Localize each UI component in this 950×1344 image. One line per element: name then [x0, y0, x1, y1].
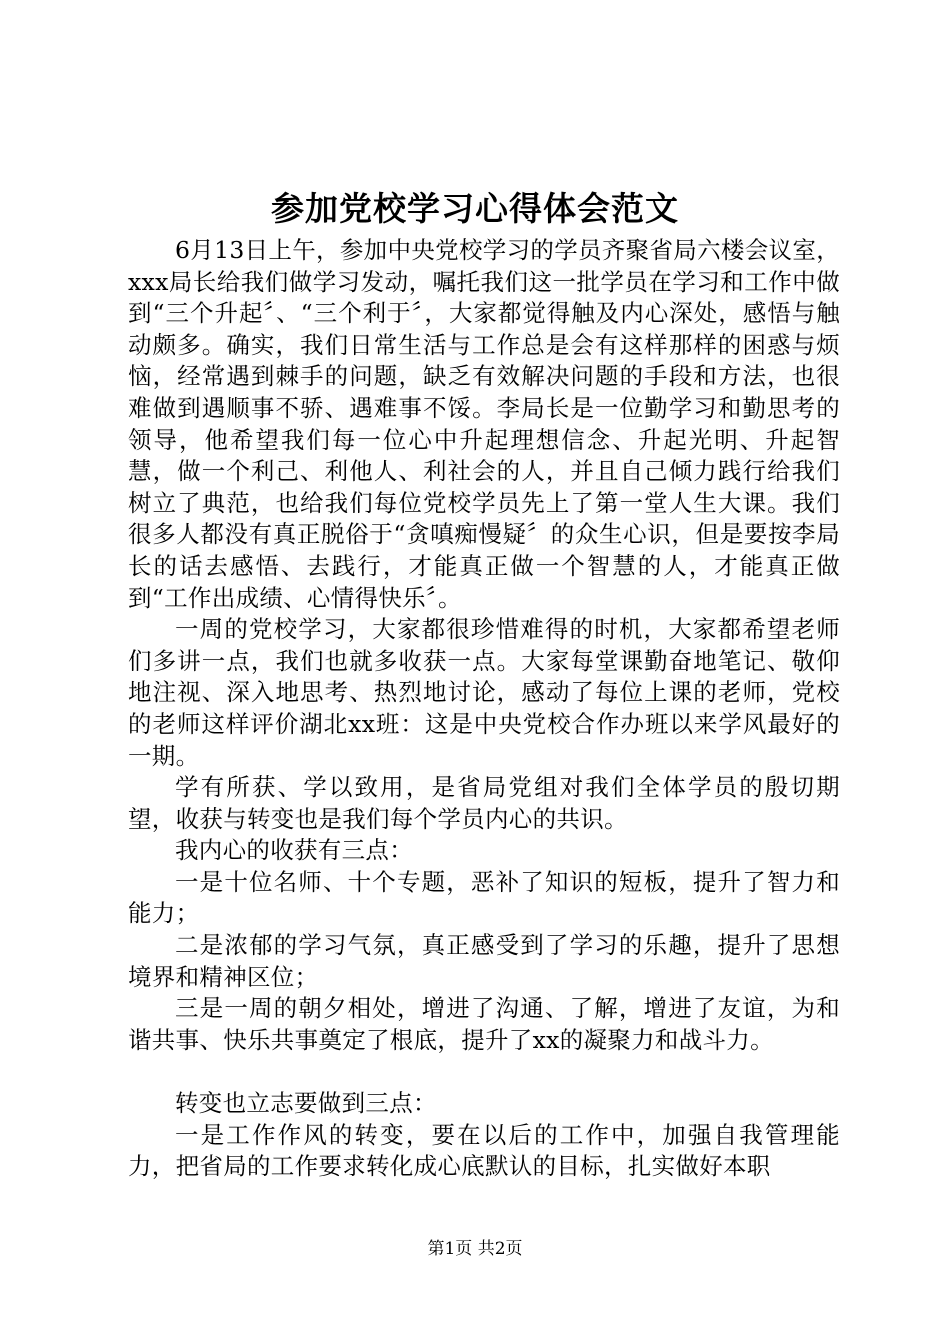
blank-line — [128, 1056, 840, 1088]
paragraph-1: 6月13日上午，参加中央党校学习的学员齐聚省局六楼会议室，xxx局长给我们做学习发动，嘱托我们这一批学员在学习和工作中做到“三个升起〞、“三个利于〞，大家都觉得触及内心深处，感悟与触动颇多。确实，我们日常生活与工作总是会有这样那样的困惑与烦恼，经常遇到棘手的问题，缺乏有效解决问题的手段和方法，也很难做到遇顺事不骄、遇难事不馁。李局长是一位勤学习和勤思考的领导，他希望我们每一位心中升起理想信念、升起光明、升起智慧，做一个利己、利他人、利社会的人，并且自己倾力践行给我们树立了典范，也给我们每位党校学员先上了第一堂人生大课。我们很多人都没有真正脱俗于“贪嗔痴慢疑〞的众生心识，但是要按李局长的话去感悟、去践行，才能真正做一个智慧的人，才能真正做到“工作出成绩、心情得快乐〞。 — [128, 236, 840, 612]
paragraph-8: 转变也立志要做到三点： — [175, 1089, 437, 1118]
paragraph-7: 三是一周的朝夕相处，增进了沟通、了解，增进了友谊，为和谐共事、快乐共事奠定了根底，提升了xx的凝聚力和战斗力。 — [128, 994, 840, 1054]
paragraph-6: 二是浓郁的学习气氛，真正感受到了学习的乐趣，提升了思想境界和精神区位； — [128, 931, 840, 991]
paragraph-2: 一周的党校学习，大家都很珍惜难得的时机，大家都希望老师们多讲一点，我们也就多收获一点。大家每堂课勤奋地笔记、敬仰地注视、深入地思考、热烈地讨论，感动了每位上课的老师，党校的老师这样评价湖北xx班：这是中央党校合作办班以来学风最好的一期。 — [128, 615, 840, 770]
paragraph-3: 学有所获、学以致用，是省局党组对我们全体学员的殷切期望，收获与转变也是我们每个学员内心的共识。 — [128, 773, 840, 833]
document-body — [128, 235, 840, 1183]
paragraph-4: 我内心的收获有三点： — [175, 836, 413, 865]
paragraph-5: 一是十位名师、十个专题，恶补了知识的短板，提升了智力和能力； — [128, 867, 840, 928]
document-title: 参加党校学习心得体会范文 — [271, 189, 679, 228]
paragraph-9: 一是工作作风的转变，要在以后的工作中，加强自我管理能力，把省局的工作要求转化成心底默认的目标，扎实做好本职 — [128, 1120, 840, 1181]
page-number-footer: 第1页 共2页 — [427, 1239, 523, 1259]
